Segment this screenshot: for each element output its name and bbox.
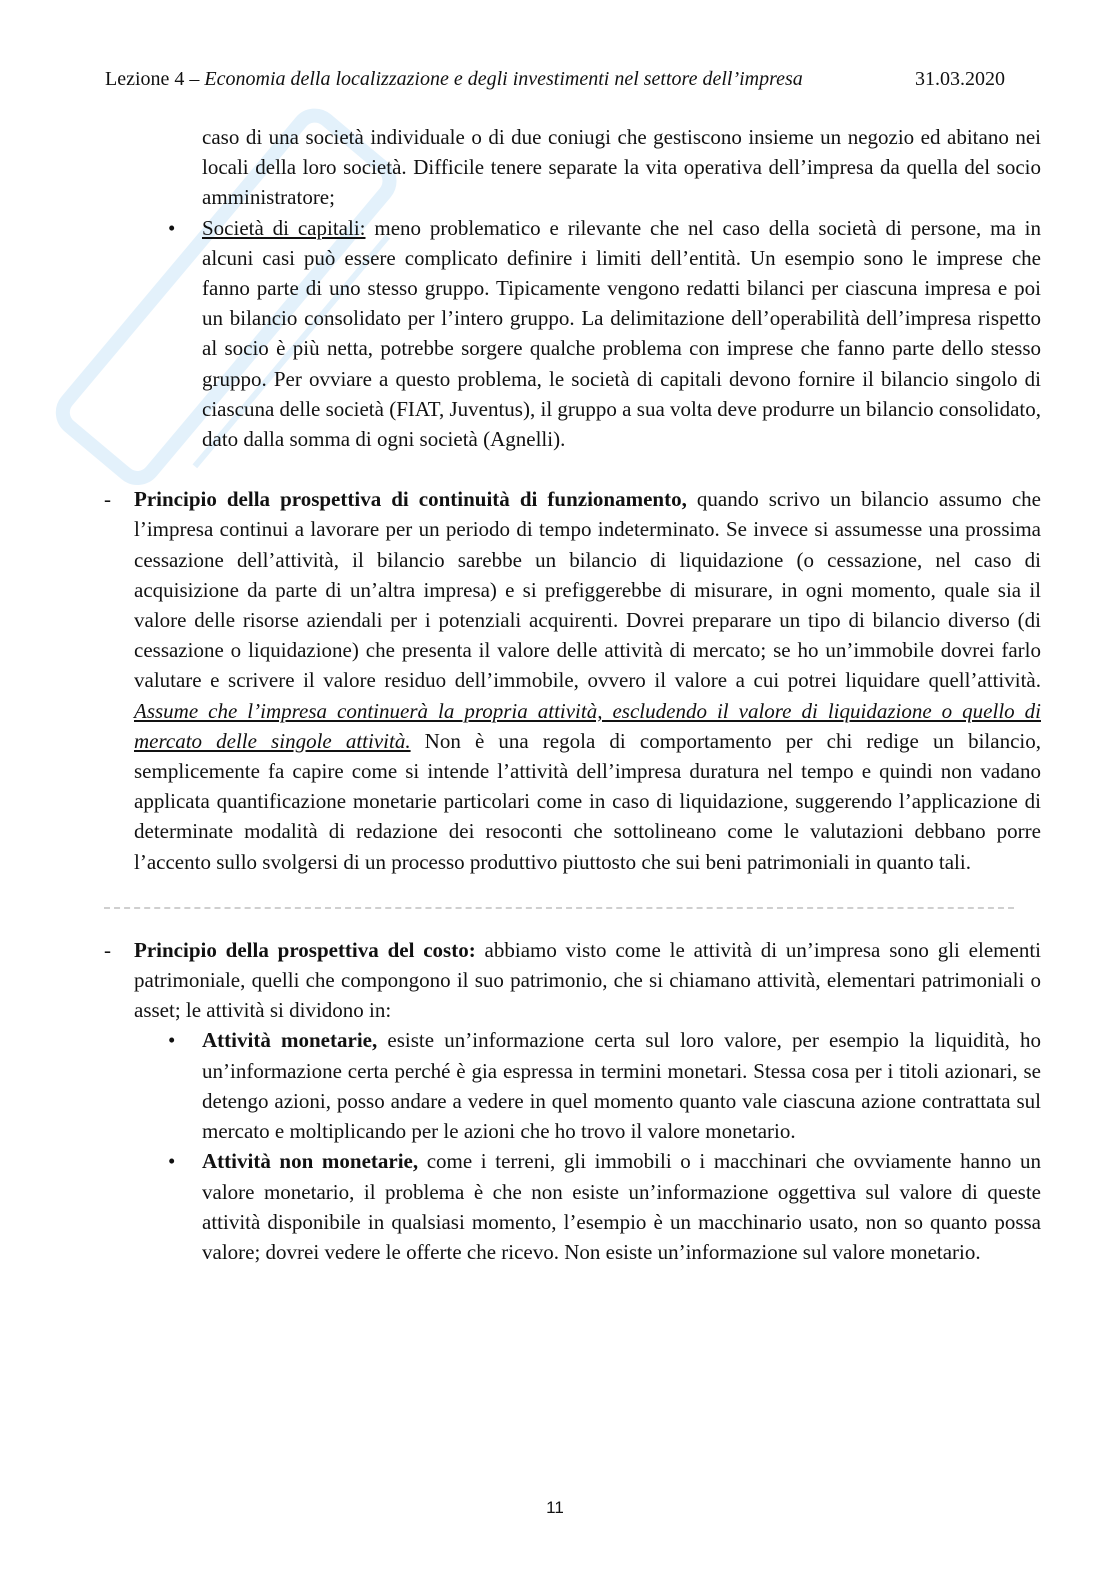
header-title: Lezione 4 – Economia della localizzazione e degli investimenti nel settore dell’impresa <box>105 68 803 90</box>
bullet-icon: • <box>168 1028 176 1053</box>
page-number: 11 <box>546 1498 564 1517</box>
paragraph-attivita-non-monetarie: • Attività non monetarie, come i terreni, gli immobili o i macchinari che ovviamente hanno un valore monetario, il problema è che non esiste un’informazione oggettiva sul valore di queste attività disponibile in qualsiasi momento, l’esempio è un macchinario usato, non so quanto possa valore; dovrei vedere le offerte che ricevo. Non esiste un’informazione sul valore monetario. <box>202 1146 1041 1267</box>
dash-icon: - <box>104 937 111 962</box>
page-header <box>105 66 1005 92</box>
paragraph-attivita-monetarie: • Attività monetarie, esiste un’informazione certa sul loro valore, per esempio la liquidità, ho un’informazione certa perché è gia espressa in termini monetari. Stessa cosa per i titoli azionari, se detengo azioni, posso andare a vedere in quel momento quanto vale ciascuna azione contrattata sul mercato e moltiplicando per le azioni che ho trovo il valore monetario. <box>202 1025 1041 1146</box>
header-date: 31.03.2020 <box>915 68 1005 90</box>
bullet-icon: • <box>168 1149 176 1174</box>
dashed-separator <box>104 907 1014 909</box>
paragraph-costo: - Principio della prospettiva del costo: abbiamo visto come le attività di un’impresa sono gli elementi patrimoniale, quelli che compongono il suo patrimonio, che si chiamano attività, elementari patrimoniali o asset; le attività si dividono in: <box>134 935 1041 1026</box>
dash-icon: - <box>104 487 111 512</box>
paragraph-societa-individuale: caso di una società individuale o di due coniugi che gestiscono insieme un negozio ed abitano nei locali della loro società. Difficile tenere separate la vita operativa dell’impresa da quella del socio amministratore; <box>202 125 1041 210</box>
paragraph-societa-capitali: • Società di capitali: meno problematico e rilevante che nel caso della società di persone, ma in alcuni casi può essere complicato definire i limiti dell’entità. Un esempio sono le imprese che fanno parte di uno stesso gruppo. Tipicamente vengono redatti bilanci per ciascuna impresa e poi un bilancio consolidato per l’intero gruppo. La delimitazione dell’operabilità dell’impresa rispetto al socio è più netta, potrebbe sorgere qualche problema con imprese che fanno parte dello stesso gruppo. Per ovviare a questo problema, le società di capitali devono fornire il bilancio singolo di ciascuna delle società (FIAT, Juventus), il gruppo a sua volta deve produrre un bilancio consolidato, dato dalla somma di ogni società (Agnelli). <box>202 213 1041 455</box>
paragraph-continuita: - Principio della prospettiva di continuità di funzionamento, quando scrivo un bilancio assumo che l’impresa continui a lavorare per un periodo di tempo indeterminato. Se invece si assumesse una prossima cessazione dell’attività, il bilancio sarebbe un bilancio di liquidazione (o cessazione, nel caso di acquisizione da parte di un’altra impresa) e si prefiggerebbe di misurare, in ogni momento, quale sia il valore delle risorse aziendali per i potenziali acquirenti. Dovrei preparare un tipo di bilancio diverso (di cessazione o liquidazione) che presenta il valore delle attività di mercato; se ho un’immobile dovrei farlo valutare e scrivere il valore residuo dell’immobile, ovvero il valore a cui potrei liquidare quell’attività. Assume che l’impresa continuerà la propria attività, escludendo il valore di liquidazione o quello di mercato delle singole attività. Non è una regola di comportamento per chi redige un bilancio, semplicemente fa capire come si intende l’attività dell’impresa duratura nel tempo e quindi non vadano applicata quantificazione monetarie particolari come in caso di liquidazione, suggerendo l’applicazione di determinate modalità di redazione dei resoconti che sottolineano come le valutazioni debbano porre l’accento sullo svolgersi di un processo produttivo piuttosto che sui beni patrimoniali in quanto tali. <box>134 484 1041 877</box>
bullet-icon: • <box>168 215 176 240</box>
